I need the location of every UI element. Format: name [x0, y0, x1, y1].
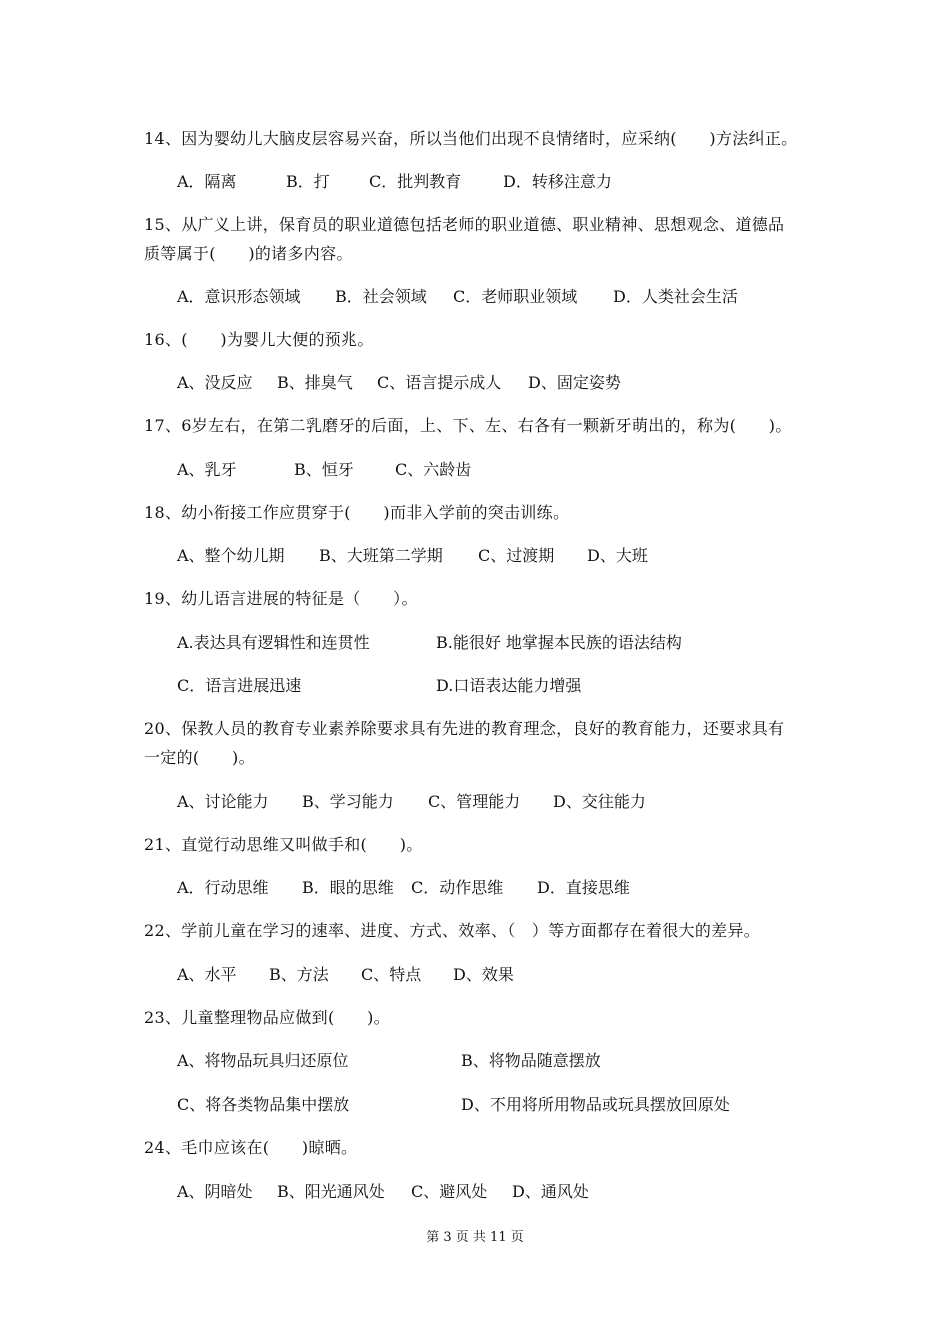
question-14-option-c: C．批判教育 [369, 172, 462, 191]
question-18-option-c: C、过渡期 [478, 546, 555, 565]
question-19-option-b: B.能很好 地掌握本民族的语法结构 [436, 633, 682, 652]
question-24-option-a: A、阴暗处 [177, 1182, 253, 1201]
question-24-option-d: D、通风处 [512, 1182, 589, 1201]
question-18-option-a: A、整个幼儿期 [177, 546, 285, 565]
question-18-option-b: B、大班第二学期 [319, 546, 443, 565]
question-22-option-b: B、方法 [269, 965, 329, 984]
question-23-option-d: D、不用将所用物品或玩具摆放回原处 [461, 1095, 730, 1114]
question-18-text: 18、幼小衔接工作应贯穿于( )而非入学前的突击训练。 [144, 503, 570, 522]
question-23-option-c: C、将各类物品集中摆放 [177, 1095, 350, 1114]
question-21-option-a: A．行动思维 [177, 878, 269, 897]
question-24-option-c: C、避风处 [411, 1182, 488, 1201]
question-16-option-d: D、固定姿势 [528, 373, 621, 392]
question-14-text: 14、因为婴幼儿大脑皮层容易兴奋，所以当他们出现不良情绪时，应采纳( )方法纠正。 [144, 129, 798, 148]
question-15-option-c: C．老师职业领域 [453, 287, 578, 306]
question-15-text-line2: 质等属于( )的诸多内容。 [144, 244, 353, 263]
question-22-option-a: A、水平 [177, 965, 237, 984]
question-22-option-c: C、特点 [361, 965, 422, 984]
question-18-option-d: D、大班 [587, 546, 648, 565]
question-19-option-d: D.口语表达能力增强 [436, 676, 582, 695]
question-23-option-b: B、将物品随意摆放 [461, 1051, 601, 1070]
question-19-option-c: C．语言进展迅速 [177, 676, 302, 695]
question-21-option-d: D．直接思维 [537, 878, 630, 897]
question-21-text: 21、直觉行动思维又叫做手和( )。 [144, 835, 423, 854]
question-20-option-a: A、讨论能力 [177, 792, 269, 811]
question-20-option-b: B、学习能力 [302, 792, 394, 811]
question-16-option-c: C、语言提示成人 [377, 373, 502, 392]
question-20-option-d: D、交往能力 [553, 792, 646, 811]
question-23-text: 23、儿童整理物品应做到( )。 [144, 1008, 390, 1027]
question-17-option-a: A、乳牙 [177, 460, 237, 479]
question-16-text: 16、( )为婴儿大便的预兆。 [144, 330, 374, 349]
question-14-option-a: A．隔离 [177, 172, 237, 191]
question-14-option-b: B．打 [286, 172, 330, 191]
question-20-text-line1: 20、保教人员的教育专业素养除要求具有先进的教育理念，良好的教育能力，还要求具有 [144, 719, 785, 738]
question-17-option-c: C、六龄齿 [395, 460, 472, 479]
question-19-option-a: A.表达具有逻辑性和连贯性 [177, 633, 370, 652]
question-14-option-d: D．转移注意力 [503, 172, 612, 191]
question-16-option-b: B、排臭气 [277, 373, 353, 392]
page-number-footer: 第 3 页 共 11 页 [426, 1230, 524, 1245]
question-15-option-b: B．社会领域 [335, 287, 427, 306]
question-20-option-c: C、管理能力 [428, 792, 521, 811]
question-21-option-c: C．动作思维 [411, 878, 504, 897]
question-15-text-line1: 15、从广义上讲，保育员的职业道德包括老师的职业道德、职业精神、思想观念、道德品 [144, 215, 785, 234]
question-15-option-d: D．人类社会生活 [613, 287, 738, 306]
question-22-text: 22、学前儿童在学习的速率、进度、方式、效率、（ ）等方面都存在着很大的差异。 [144, 921, 761, 940]
question-23-option-a: A、将物品玩具归还原位 [177, 1051, 349, 1070]
question-22-option-d: D、效果 [453, 965, 514, 984]
question-24-text: 24、毛巾应该在( )晾晒。 [144, 1138, 358, 1157]
question-20-text-line2: 一定的( )。 [144, 748, 255, 767]
question-16-option-a: A、没反应 [177, 373, 253, 392]
question-15-option-a: A．意识形态领域 [177, 287, 301, 306]
question-21-option-b: B．眼的思维 [302, 878, 394, 897]
question-24-option-b: B、阳光通风处 [277, 1182, 385, 1201]
question-17-option-b: B、恒牙 [294, 460, 354, 479]
question-17-text: 17、6岁左右，在第二乳磨牙的后面，上、下、左、右各有一颗新牙萌出的，称为( )。 [144, 416, 792, 435]
question-19-text: 19、幼儿语言进展的特征是（ ）。 [144, 589, 418, 608]
